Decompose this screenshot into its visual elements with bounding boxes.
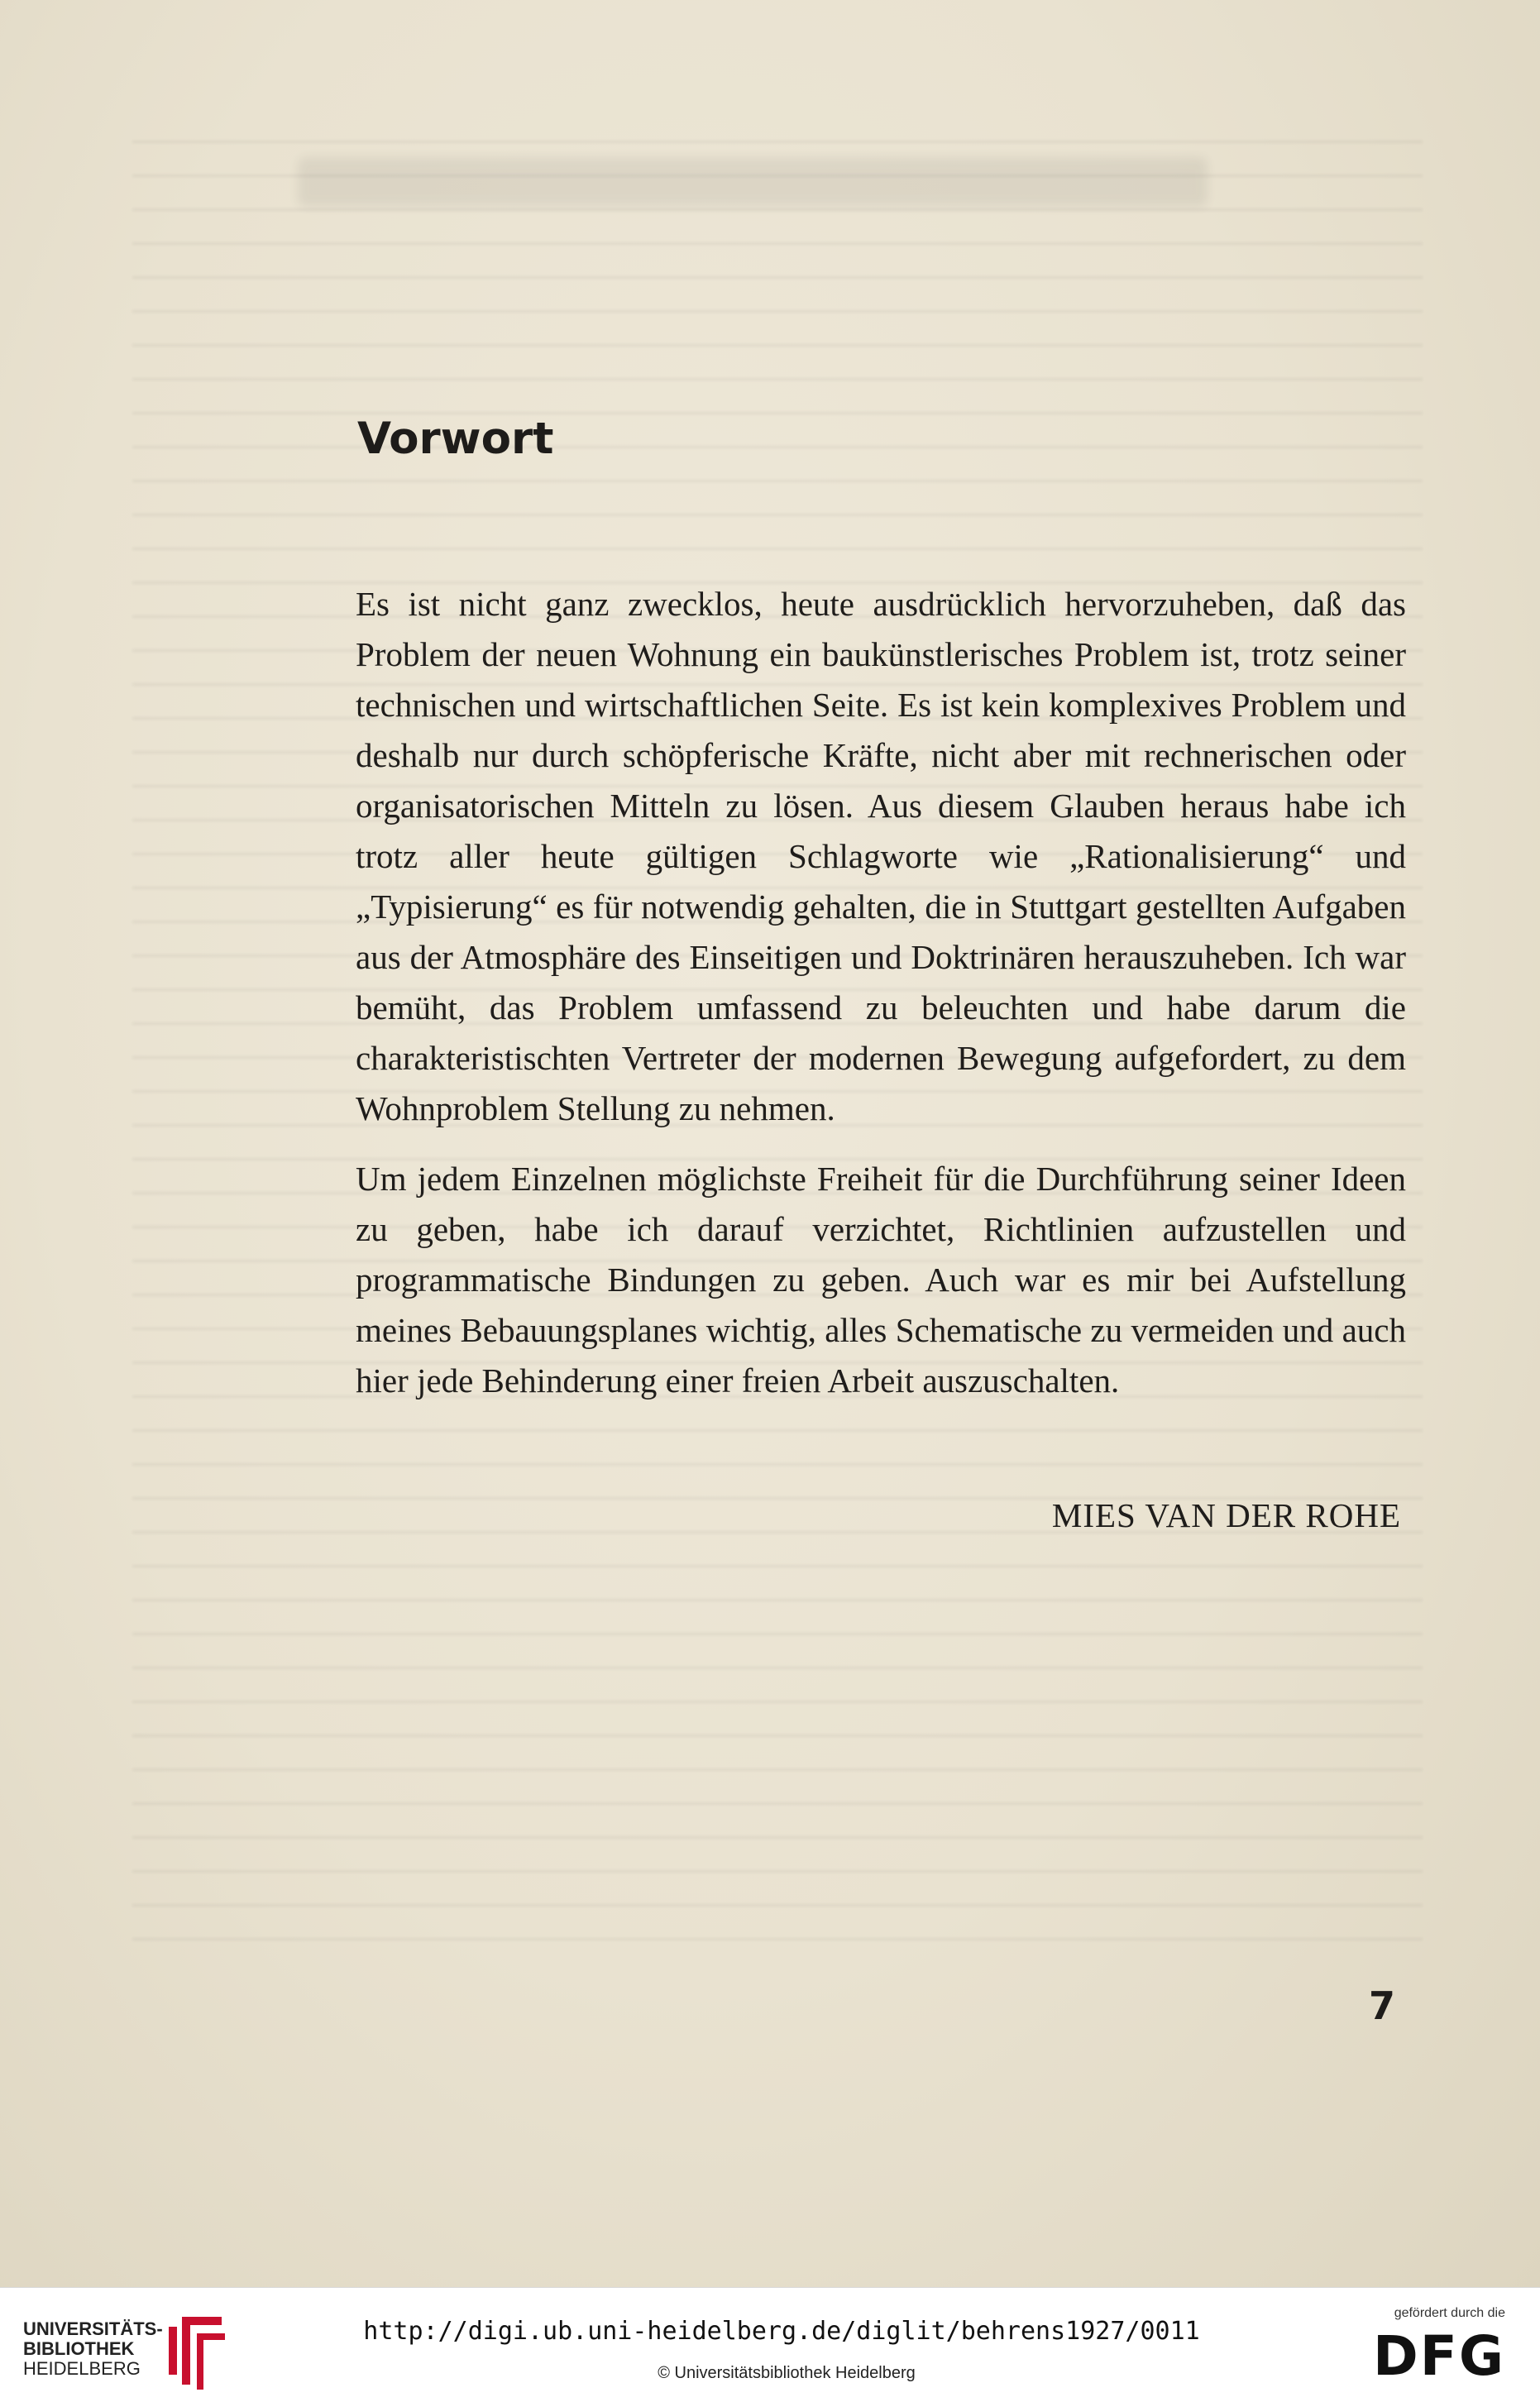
library-name-line-1: UNIVERSITÄTS-	[23, 2318, 163, 2339]
paragraph-2: Um jedem Einzelnen möglichste Freiheit für die Durchführung seiner Ideen zu geben, habe ich darauf verzichtet, Richtlinien aufzustellen und programmatische Bindungen zu geben. Auch war es mir bei Aufstellung meines Bebauungsplanes wichtig, alles Schematische zu vermeiden und auch hier jede Behinderung einer freien Arbeit auszuschalten.	[356, 1160, 1406, 1400]
page-title: Vorwort	[357, 414, 554, 464]
permalink-url[interactable]: http://digi.ub.uni-heidelberg.de/diglit/behrens1927/0011	[363, 2317, 1200, 2346]
page-number: 7	[1369, 1983, 1396, 2028]
library-name-line-2: BIBLIOTHEK	[23, 2338, 135, 2359]
dfg-logo: DFG	[1372, 2324, 1505, 2388]
bleed-through-title	[298, 157, 1208, 207]
paragraph-1: Es ist nicht ganz zwecklos, heute ausdrücklich hervorzuheben, daß das Problem der neuen Wohnung ein baukünstlerisches Problem ist, trotz seiner technischen und wirtschaftlichen Seite. Es ist kein komplexives Problem und deshalb nur durch schöpferische Kräfte, nicht aber mit rechnerischen oder organisatorischen Mitteln zu lösen. Aus diesem Glauben heraus habe ich trotz aller heute gültigen Schlagworte wie „Rationalisierung“ und „Typisierung“ es für notwendig gehalten, die in Stuttgart gestellten Aufgaben aus der Atmosphäre des Einseitigen und Doktrinären herauszuheben. Ich war bemüht, das Problem umfassend zu beleuchten und habe darum die charakteristischten Vertreter der modernen Bewegung aufgefordert, zu dem Wohnproblem Stellung zu nehmen.	[356, 585, 1406, 1127]
author-signature: MIES VAN DER ROHE	[1051, 1496, 1401, 1534]
dfg-caption: gefördert durch die	[1394, 2306, 1505, 2320]
digitization-footer	[0, 2287, 1540, 2402]
copyright-notice: © Universitätsbibliothek Heidelberg	[658, 2364, 916, 2382]
library-name-line-3: HEIDELBERG	[23, 2358, 141, 2379]
body-text	[356, 579, 1406, 1426]
